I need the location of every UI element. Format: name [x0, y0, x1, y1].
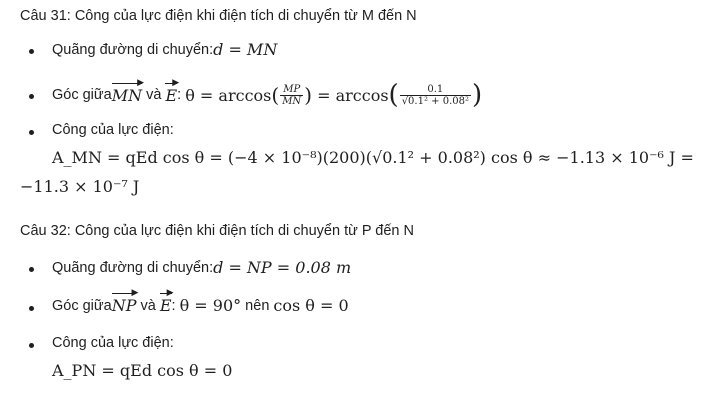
q32-work-formula: A_PN = qEd cos θ = 0	[52, 361, 233, 380]
q32-distance-math: d = NP = 0.08 m	[213, 258, 352, 277]
q32-distance-label: Quãng đường di chuyển:	[52, 259, 214, 276]
bullet	[29, 49, 34, 54]
bullet	[29, 306, 34, 311]
q31-work-label: Công của lực điện:	[52, 122, 174, 138]
q31-distance-item	[52, 40, 277, 59]
q31-distance-math: d = MN	[213, 40, 278, 59]
bullet	[29, 94, 34, 99]
question-32-heading: Câu 32: Công của lực điện khi điện tích di chuyển từ P đến N	[20, 223, 414, 239]
q32-angle-label: Góc giữa	[52, 297, 112, 314]
question-31-heading: Câu 31: Công của lực điện khi điện tích di chuyển từ M đến N	[20, 8, 417, 24]
bullet	[29, 130, 34, 135]
q32-angle-item: Góc giữa NP ▶ và E ▶ : θ = 90° nên cos θ = 0	[52, 288, 349, 315]
q31-angle-item: Góc giữa MN ▶ và E ▶ : θ = arccos ( $\frac{MP}{MN}$ ) = arccos ( $\frac{0.1}{\text{√0.1² + 0.08²}}$ )	[52, 77, 483, 110]
q31-work-formula-line2: −11.3 × 10⁻⁷ J	[20, 177, 140, 196]
q31-angle-formula-b: = arccos	[312, 85, 389, 105]
q31-distance-label: Quãng đường di chuyển:	[52, 41, 214, 58]
q32-work-label: Công của lực điện:	[52, 335, 174, 351]
q32-distance-item	[52, 258, 351, 277]
q32-angle-formula-b: cos θ = 0	[273, 296, 349, 315]
q31-angle-label: Góc giữa	[52, 87, 112, 103]
vector-mn: MN ▶	[111, 77, 145, 105]
vector-np: NP ▶	[111, 288, 139, 315]
q32-angle-formula-a: θ = 90°	[179, 296, 242, 315]
vector-e: E ▶	[165, 77, 180, 105]
bullet	[29, 267, 34, 272]
vector-e: E ▶	[159, 288, 174, 315]
q31-work-formula-line1: A_MN = qEd cos θ = (−4 × 10⁻⁸)(200)(√0.1² + 0.08²) cos θ ≈ −1.13 × 10⁻⁶ J =	[52, 148, 694, 167]
q31-fraction-numeric: $\frac{0.1}{\text{√0.1² + 0.08²}}$	[401, 83, 469, 107]
q31-angle-formula-a: θ = arccos	[185, 85, 272, 105]
q31-fraction-mp-mn: $\frac{MP}{MN}$	[282, 83, 302, 107]
bullet	[29, 343, 34, 348]
